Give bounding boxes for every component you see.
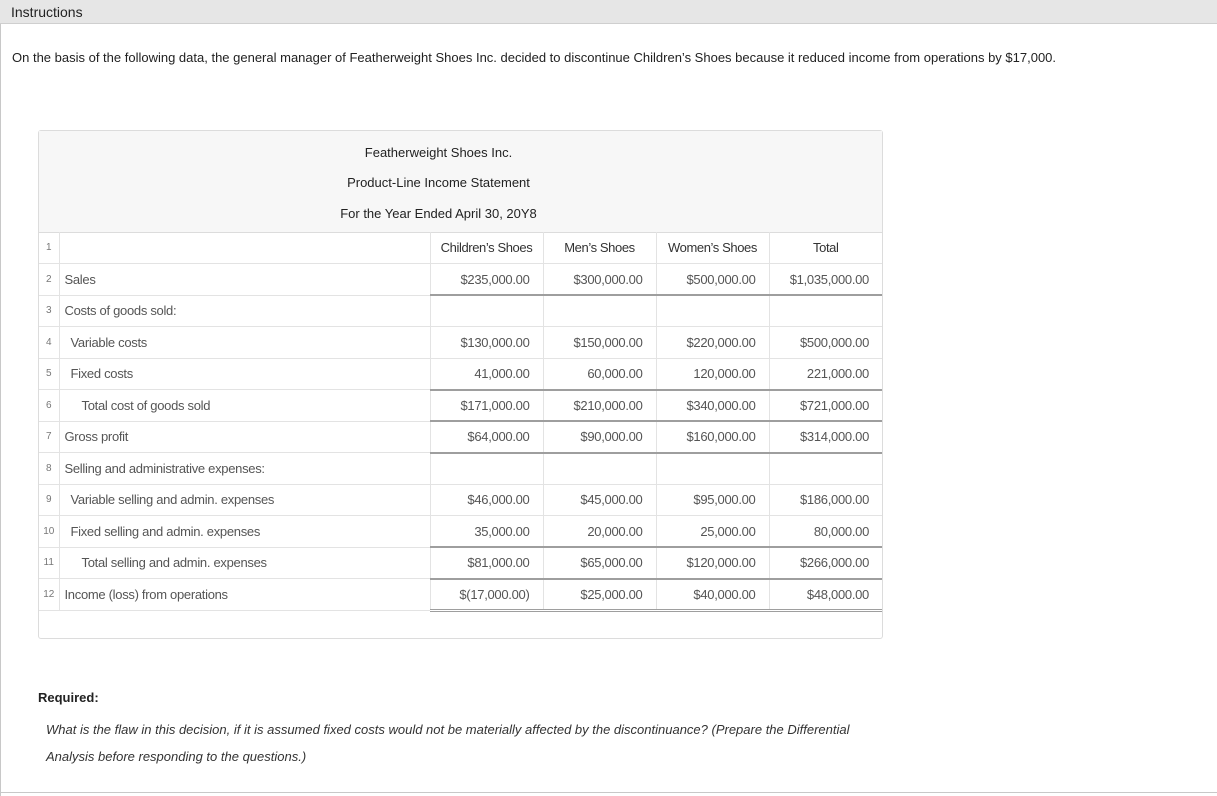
table-row-cogs-heading [39, 295, 882, 327]
cell-mens[interactable]: $90,000.00 [543, 421, 656, 453]
cell-womens[interactable]: $160,000.00 [656, 421, 769, 453]
cell-total[interactable]: $314,000.00 [769, 421, 882, 453]
cell-total[interactable]: $500,000.00 [769, 327, 882, 359]
row-number: 5 [39, 358, 59, 390]
cell-childrens[interactable]: $46,000.00 [430, 484, 543, 516]
cell-womens[interactable]: $95,000.00 [656, 484, 769, 516]
cell-womens[interactable]: $500,000.00 [656, 264, 769, 296]
cell-total[interactable]: $186,000.00 [769, 484, 882, 516]
row-number: 1 [39, 232, 59, 264]
table-row-sales [39, 264, 882, 296]
cell-total[interactable]: 80,000.00 [769, 516, 882, 548]
cell-childrens[interactable]: 41,000.00 [430, 358, 543, 390]
income-statement-card [38, 130, 883, 639]
cell-childrens[interactable]: $(17,000.00) [430, 579, 543, 611]
row-number: 3 [39, 295, 59, 327]
table-row-income-from-operations [39, 579, 882, 611]
table-row-header [39, 232, 882, 264]
row-number: 11 [39, 547, 59, 579]
cell-childrens[interactable]: $171,000.00 [430, 390, 543, 422]
row-label: Variable selling and admin. expenses [59, 484, 430, 516]
column-header-mens: Men’s Shoes [543, 232, 656, 264]
row-number: 2 [39, 264, 59, 296]
row-label: Sales [59, 264, 430, 296]
cell-childrens[interactable]: $81,000.00 [430, 547, 543, 579]
intro-text: On the basis of the following data, the general manager of Featherweight Shoes Inc. decided to discontinue Children’s Shoes because it reduced income from operations by $17,000. [12, 50, 1057, 65]
cell-mens[interactable] [543, 295, 656, 327]
row-number: 6 [39, 390, 59, 422]
column-header-childrens: Children’s Shoes [430, 232, 543, 264]
cell-childrens[interactable] [430, 453, 543, 485]
left-border [0, 24, 1, 796]
instructions-tab-bar [0, 0, 1217, 24]
cell-womens[interactable]: 25,000.00 [656, 516, 769, 548]
cell-childrens[interactable]: $235,000.00 [430, 264, 543, 296]
cell-mens[interactable] [543, 453, 656, 485]
row-number: 4 [39, 327, 59, 359]
row-number: 12 [39, 579, 59, 611]
cell-total[interactable]: $721,000.00 [769, 390, 882, 422]
row-number: 10 [39, 516, 59, 548]
row-label [59, 232, 430, 264]
cell-total[interactable]: $1,035,000.00 [769, 264, 882, 296]
cell-womens[interactable]: $220,000.00 [656, 327, 769, 359]
row-label: Costs of goods sold: [59, 295, 430, 327]
cell-total[interactable]: $48,000.00 [769, 579, 882, 611]
cell-mens[interactable]: $300,000.00 [543, 264, 656, 296]
row-label: Selling and administrative expenses: [59, 453, 430, 485]
cell-childrens[interactable] [430, 295, 543, 327]
row-label: Income (loss) from operations [59, 579, 430, 611]
row-label: Total selling and admin. expenses [59, 547, 430, 579]
cell-womens[interactable]: $120,000.00 [656, 547, 769, 579]
row-label: Fixed costs [59, 358, 430, 390]
required-heading: Required: [38, 690, 99, 705]
bottom-border [0, 792, 1217, 793]
required-question: What is the flaw in this decision, if it is assumed fixed costs would not be materially affected by the discontinuance? (Prepare the Differential Analysis before responding to the questions.) [46, 722, 850, 764]
instructions-title: Instructions [11, 4, 83, 20]
row-number: 9 [39, 484, 59, 516]
row-label: Variable costs [59, 327, 430, 359]
cell-childrens[interactable]: $64,000.00 [430, 421, 543, 453]
cell-womens[interactable]: 120,000.00 [656, 358, 769, 390]
statement-header [39, 131, 882, 233]
column-header-total: Total [769, 232, 882, 264]
cell-total[interactable] [769, 295, 882, 327]
cell-mens[interactable]: $150,000.00 [543, 327, 656, 359]
cell-mens[interactable]: $45,000.00 [543, 484, 656, 516]
row-number: 8 [39, 453, 59, 485]
cell-mens[interactable]: 20,000.00 [543, 516, 656, 548]
table-row-variable-costs [39, 327, 882, 359]
table-row-fixed-sga [39, 516, 882, 548]
cell-womens[interactable] [656, 453, 769, 485]
row-number: 7 [39, 421, 59, 453]
cell-womens[interactable]: $40,000.00 [656, 579, 769, 611]
row-label: Gross profit [59, 421, 430, 453]
cell-womens[interactable] [656, 295, 769, 327]
cell-total[interactable]: 221,000.00 [769, 358, 882, 390]
row-label: Total cost of goods sold [59, 390, 430, 422]
cell-total[interactable] [769, 453, 882, 485]
cell-mens[interactable]: $25,000.00 [543, 579, 656, 611]
table-row-sga-heading [39, 453, 882, 485]
table-row-variable-sga [39, 484, 882, 516]
cell-total[interactable]: $266,000.00 [769, 547, 882, 579]
income-statement-table [39, 232, 882, 612]
statement-period: For the Year Ended April 30, 20Y8 [340, 206, 537, 221]
table-row-fixed-costs [39, 358, 882, 390]
table-row-gross-profit [39, 421, 882, 453]
table-row-total-sga [39, 547, 882, 579]
column-header-womens: Women’s Shoes [656, 232, 769, 264]
company-name: Featherweight Shoes Inc. [364, 145, 513, 160]
cell-mens[interactable]: $210,000.00 [543, 390, 656, 422]
cell-childrens[interactable]: 35,000.00 [430, 516, 543, 548]
row-label: Fixed selling and admin. expenses [59, 516, 430, 548]
cell-womens[interactable]: $340,000.00 [656, 390, 769, 422]
statement-title: Product-Line Income Statement [347, 175, 530, 190]
cell-mens[interactable]: 60,000.00 [543, 358, 656, 390]
table-row-total-cogs [39, 390, 882, 422]
cell-childrens[interactable]: $130,000.00 [430, 327, 543, 359]
cell-mens[interactable]: $65,000.00 [543, 547, 656, 579]
